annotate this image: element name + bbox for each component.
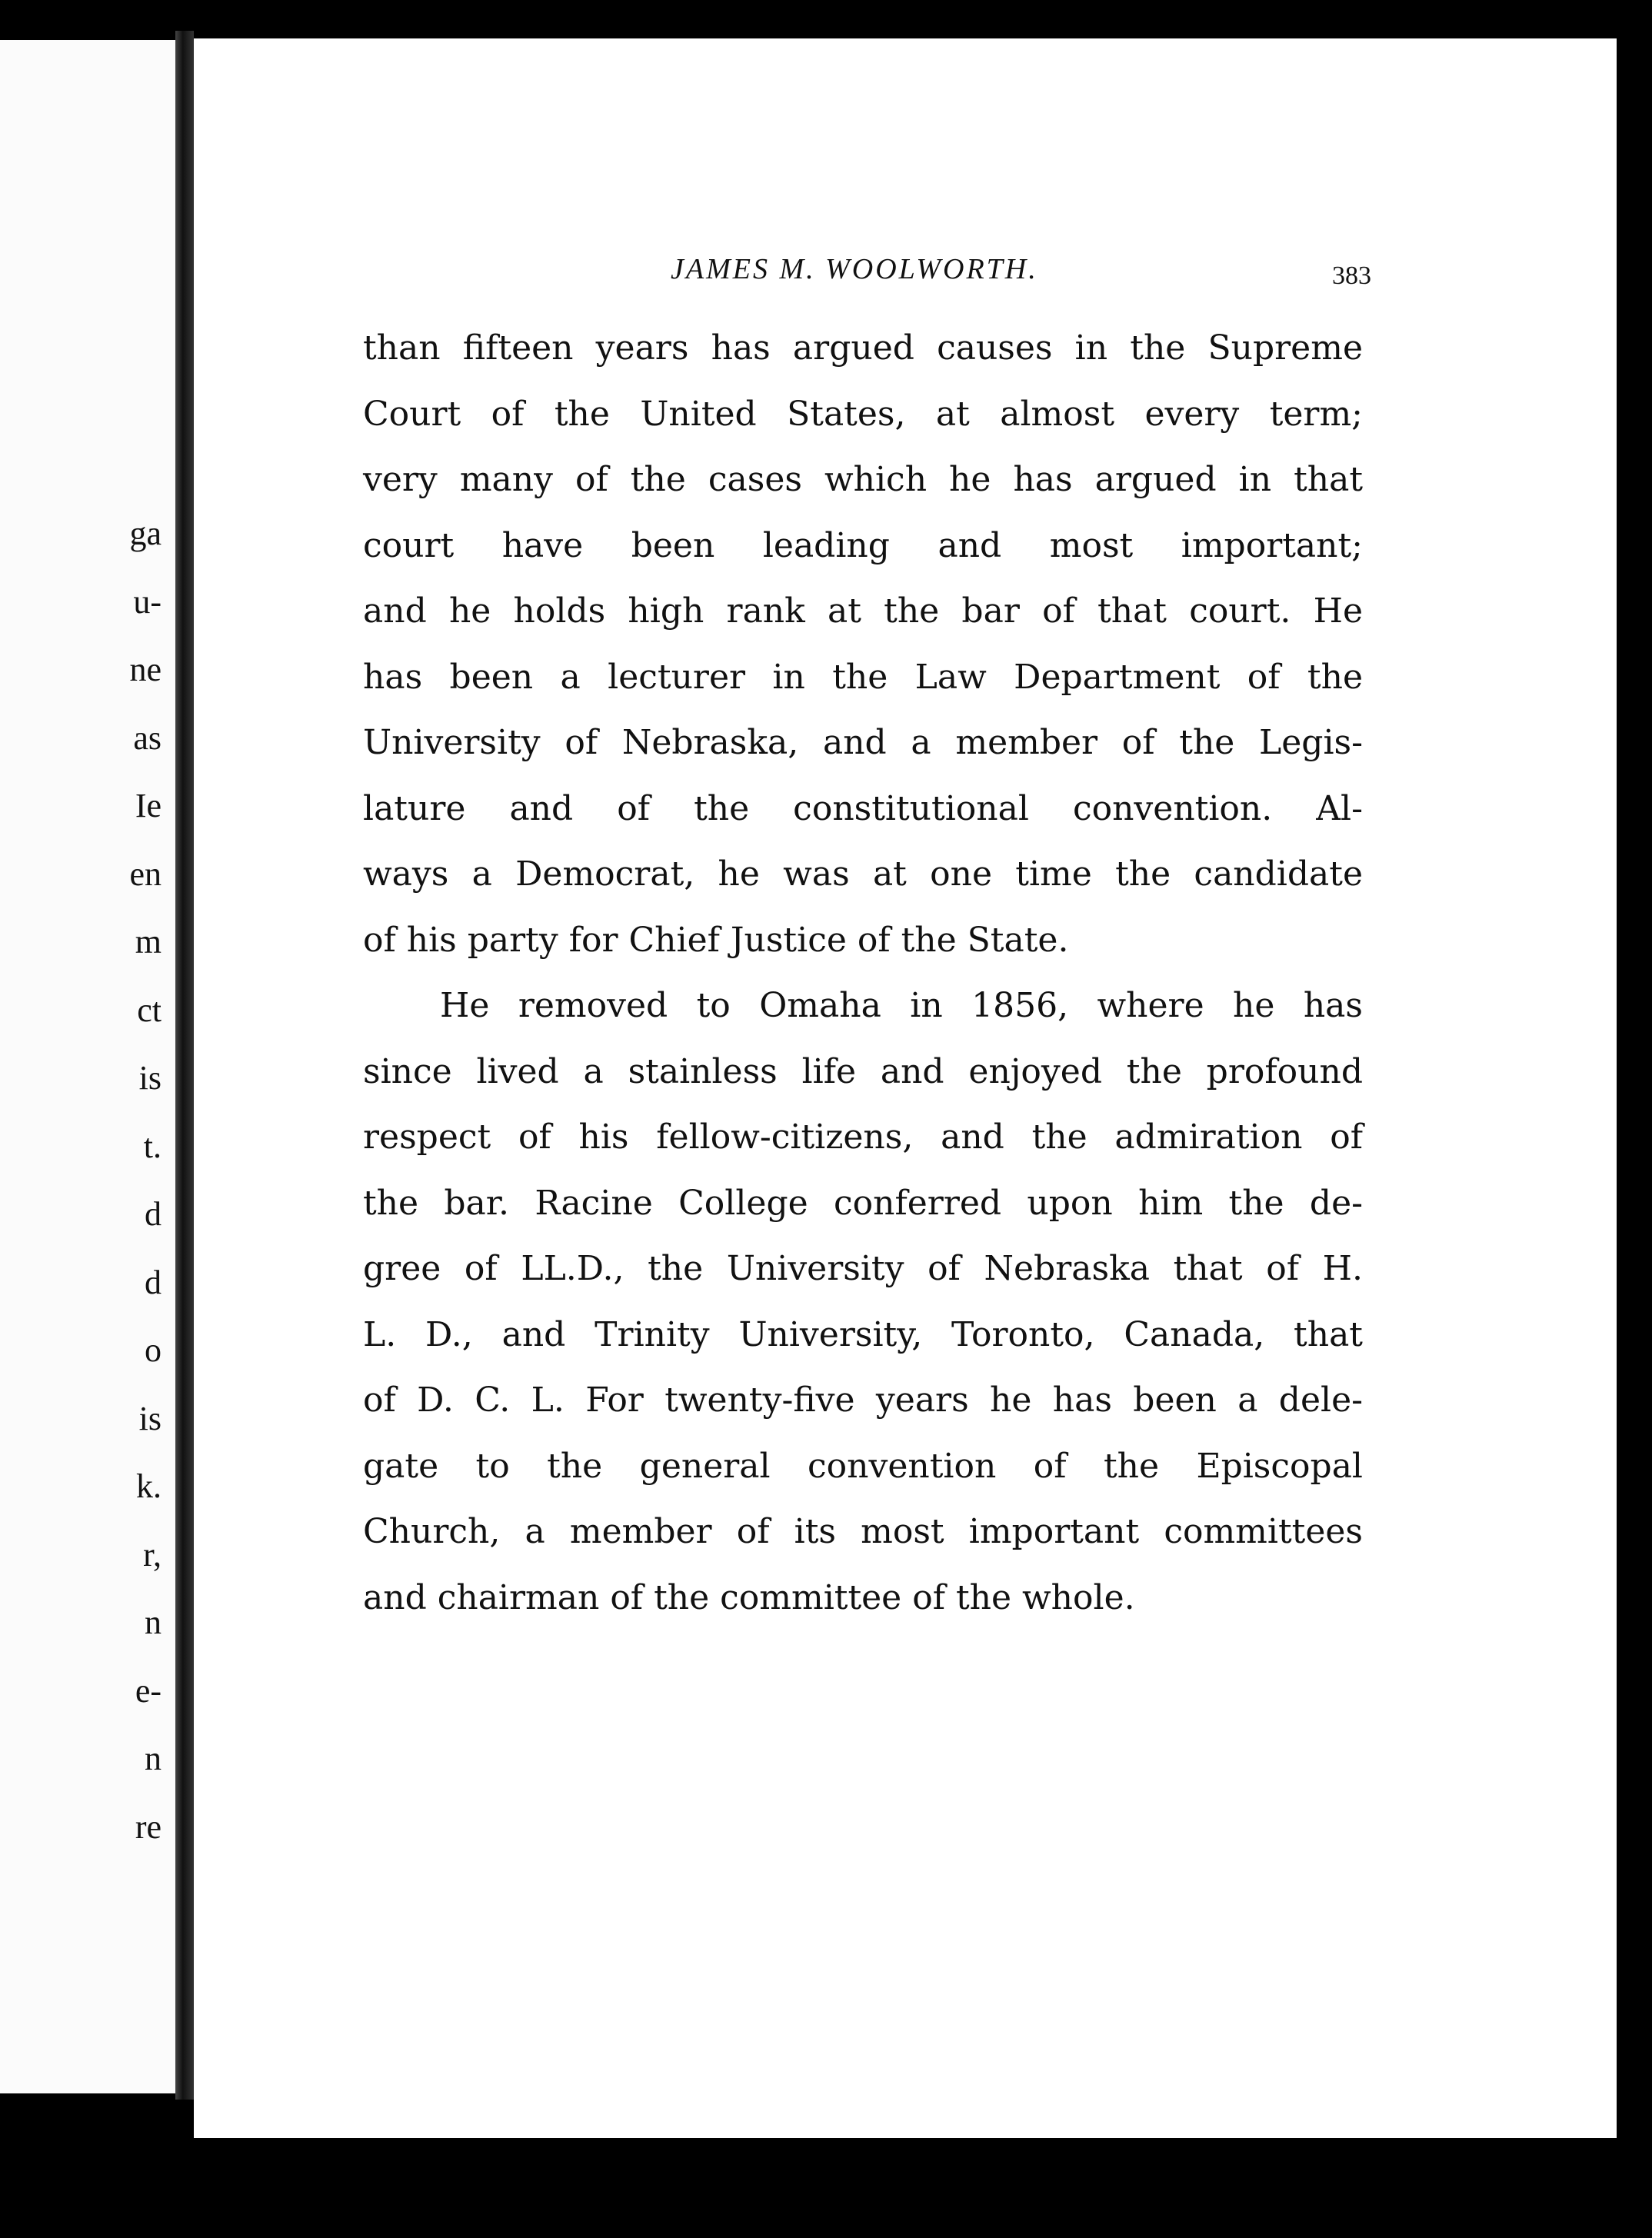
text-line: court have been leading and most important; (363, 525, 1363, 565)
text-line: L. D., and Trinity University, Toronto, Canada, that (363, 1314, 1363, 1354)
facing-page-text-fragment: d (145, 1263, 162, 1301)
text-line: gree of LL.D., the University of Nebraska that of H. (363, 1249, 1363, 1288)
text-line: University of Nebraska, and a member of the Legis- (363, 723, 1363, 762)
text-line: has been a lecturer in the Law Department of the (363, 657, 1363, 697)
text-line: of his party for Chief Justice of the State. (363, 920, 1069, 960)
facing-page-text-fragment: n (145, 1740, 162, 1777)
text-line: of D. C. L. For twenty-five years he has been a dele- (363, 1380, 1363, 1420)
facing-page-text-fragment: t. (143, 1127, 162, 1165)
facing-page-text-fragment: ne (129, 651, 162, 688)
facing-page-text-fragment: ga (129, 515, 162, 552)
paragraph (363, 973, 1363, 1630)
text-line: He removed to Omaha in 1856, where he has (440, 986, 1363, 1025)
facing-page-text-fragment: is (138, 1399, 162, 1437)
text-line: Court of the United States, at almost every term; (363, 394, 1363, 434)
facing-page-text-fragment: d (145, 1195, 162, 1233)
text-line: gate to the general convention of the Episcopal (363, 1446, 1363, 1486)
text-line: the bar. Racine College conferred upon him the de- (363, 1183, 1363, 1223)
paragraph (363, 315, 1363, 973)
text-line: Church, a member of its most important committees (363, 1512, 1363, 1551)
text-line: and chairman of the committee of the whole. (363, 1577, 1135, 1617)
running-head: JAMES M. WOOLWORTH. (671, 253, 1038, 285)
text-line: respect of his fellow-citizens, and the admiration of (363, 1117, 1363, 1157)
facing-page-text-fragment: e- (135, 1671, 162, 1710)
facing-page-text-fragment: k. (136, 1467, 162, 1505)
scan-edge (1617, 38, 1652, 2138)
facing-page-fragment (0, 40, 175, 2093)
facing-page-text-fragment: r, (143, 1535, 162, 1574)
page-number: 383 (1332, 261, 1371, 290)
text-line: very many of the cases which he has argued in that (363, 460, 1363, 499)
facing-page-text-fragment: m (135, 923, 162, 961)
facing-page-text-fragment: ct (137, 991, 162, 1029)
book-gutter (175, 31, 194, 2100)
facing-page-text-fragment: is (138, 1059, 162, 1097)
facing-page-text-fragment: as (133, 718, 162, 757)
text-line: ways a Democrat, he was at one time the candidate (363, 854, 1363, 894)
facing-page-text-fragment: Ie (135, 787, 162, 824)
text-line: and he holds high rank at the bar of that court. He (363, 591, 1363, 631)
body-text (363, 315, 1363, 1630)
facing-page-text-fragment: re (135, 1807, 162, 1846)
facing-page-text-fragment: en (129, 854, 162, 893)
book-page (194, 38, 1617, 2138)
scan-bottom-border (0, 2138, 1652, 2238)
text-line: than fifteen years has argued causes in the Supreme (363, 328, 1363, 368)
text-line: since lived a stainless life and enjoyed the profound (363, 1051, 1363, 1091)
facing-page-text-fragment: u- (133, 582, 162, 621)
facing-page-text-fragment: o (145, 1331, 162, 1369)
facing-page-text-fragment: n (145, 1604, 162, 1641)
text-line: lature and of the constitutional convention. Al- (363, 788, 1363, 828)
